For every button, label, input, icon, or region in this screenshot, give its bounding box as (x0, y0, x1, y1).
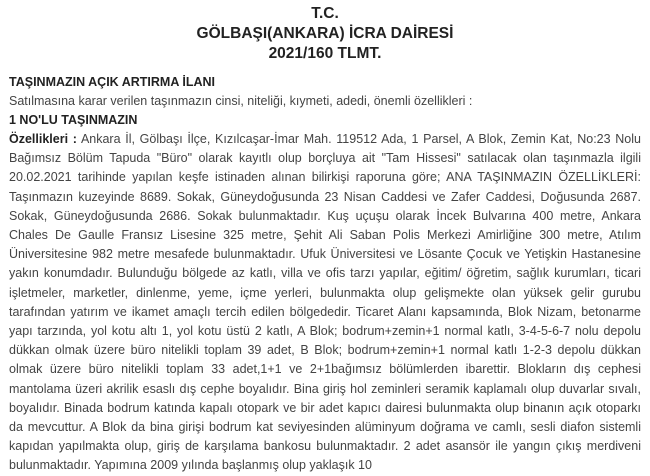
property-features-label: Özellikleri : (9, 132, 77, 146)
auction-notice-document (0, 4, 650, 476)
property-heading: 1 NO'LU TAŞINMAZIN (9, 113, 138, 127)
header-line-tc: T.C. (311, 5, 339, 22)
notice-title: TAŞINMAZIN AÇIK ARTIRMA İLANI (9, 75, 215, 89)
header-line-file-number: 2021/160 TLMT. (268, 45, 382, 62)
intro-text: Satılmasına karar verilen taşınmazın cinsi, niteliği, kıymeti, adedi, önemli özellikleri : (9, 94, 473, 108)
header-line-office: GÖLBAŞI(ANKARA) İCRA DAİRESİ (196, 25, 454, 42)
property-features-text: Ankara İl, Gölbaşı İlçe, Kızılcaşar-İmar Mah. 119512 Ada, 1 Parsel, A Blok, Zemin Kat, No:23 Nolu Bağımsız Bölüm Tapuda "Büro" olarak kayıtlı olup borçluya ait "Tam Hissesi" satılacak olan taşınmazla ilgili 20.02.2021 tarihinde yapılan keşfe istinaden alınan bilirkişi raporuna göre; ANA TAŞINMAZIN ÖZELLİKLERİ: Taşınmazın kuzeyinde 8689. Sokak, Güneydoğusunda 23 Nisan Caddesi ve Zafer Caddesi, Doğusunda 2687. Sokak, Güneydoğusunda 2686. Sokak bulunmaktadır. Kuş uçuşu olarak İncek Bulvarına 400 metre, Ankara Chales De Gaulle Fransız Lisesine 325 metre, Şehit Ali Saban Polis Merkezi Amirliğine 300 metre, Atılım Üniversitesine 982 metre mesafede bulunmaktadır. Ufuk Üniversitesi ve Lösante Çocuk ve Yetişkin Hastanesine yakın konumdadır. Bulunduğu bölgede az katlı, villa ve ofis tarzı yapılar, eğitim/ öğretim, sağlık kurumları, ticari işletmeler, marketler, dinlenme, yeme, içme yerleri, bulunmakta olup gelişmekte olan yüksek gelir gurubu tarafından yatırım ve ikamet amaçlı tercih edilen bölgededir. Ticaret Alanı kapsamında, Blok Nizam, betonarme yapı tarzında, yol kotu altı 1, yol kotu üstü 2 katlı, A Blok; bodrum+zemin+1 normal katlı, 3-4-5-6-7 nolu depolu dükkan olmak üzere büro nitelikli toplam 39 adet, B Blok; bodrum+zemin+1 normal katlı 1-2-3 depolu dükkan olmak üzere büro nitelikli toplam 33 adet,1+1 ve 2+1bağımsız bölümlerden ibarettir. Blokların dış cephesi mantolama üzeri akrilik esaslı dış cephe boyalıdır. Bina giriş hol zeminleri seramik kaplamalı olup duvarlar sıvalı, boyalıdır. Binada bodrum katında kapalı otopark ve bir adet kapıcı dairesi bulunmakta olup binanın açık otoparkı da mevcuttur. A Blok da bina girişi bodrum kat seviyesinden alüminyum doğrama ve camlı, sesli diafon sistemli kapıdan yapılmakta olup, giriş de karşılama bankosu bulunmaktadır. 2 adet asansör ile yangın çıkış merdiveni bulunmaktadır. Yapımına 2009 yılında başlanmış olup yaklaşık 10 (9, 132, 641, 473)
document-header (9, 4, 641, 64)
property-description (9, 130, 641, 476)
